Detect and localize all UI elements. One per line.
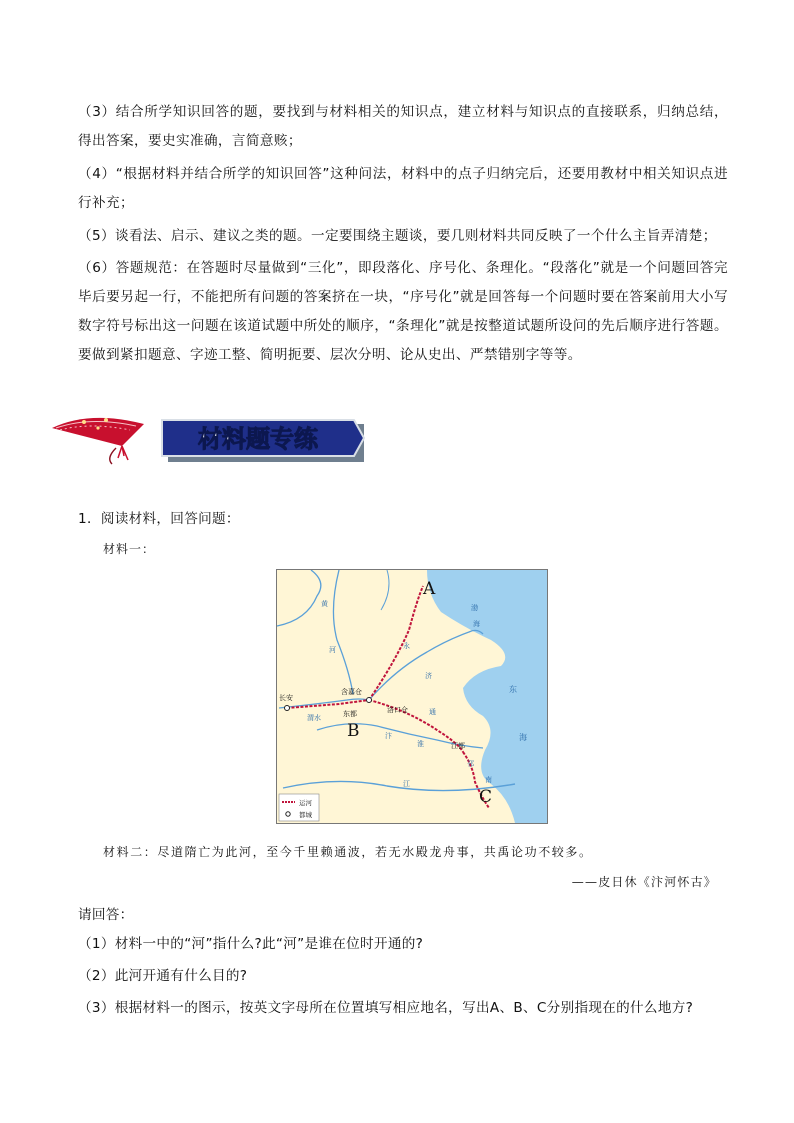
label-han: 邗 [467, 760, 474, 768]
label-huanghe-2: 河 [329, 646, 336, 654]
label-tong: 通 [429, 708, 436, 716]
tip-paragraph-5: （5）谈看法、启示、建议之类的题。一定要围绕主题谈，要几则材料共同反映了一个什么主旨弄清楚； [78, 228, 717, 244]
canal-tongji [369, 700, 463, 752]
label-bohai-1: 渤 [471, 604, 478, 612]
label-huai: 淮 [417, 740, 424, 748]
legend-canal: 运河 [299, 799, 312, 807]
label-changan: 长安 [279, 694, 293, 702]
material-2-text: 材料二：尽道隋亡为此河，至今千里赖通波，若无水殿龙舟事，共禹论功不较多。 [103, 845, 593, 859]
point-c: C [479, 787, 493, 807]
label-luokou: 洛口仓 [387, 706, 408, 714]
canal-yongji [369, 586, 423, 700]
material-1-label: 材料一： [103, 542, 156, 556]
label-bian: 汴 [385, 732, 392, 740]
sea-area [427, 570, 547, 823]
label-hanjia: 含嘉仓 [341, 688, 362, 696]
tip-paragraph-4: （4）“根据材料并结合所学的知识回答”这种问法，材料中的点子归纳完后，还要用教材中相关知识点进行补充； [78, 166, 728, 211]
label-jiangdu: 江都 [451, 742, 465, 750]
label-yong: 永 [403, 642, 410, 650]
section-banner [46, 408, 376, 468]
label-bohai-2: 海 [473, 620, 480, 628]
label-ji: 济 [425, 672, 432, 680]
point-a: A [423, 579, 436, 599]
canal-map [276, 569, 548, 824]
legend-capital: 都城 [299, 811, 312, 819]
fan-icon [52, 418, 144, 464]
label-nan: 南 [485, 776, 492, 784]
label-donghai-2: 海 [519, 733, 527, 742]
label-donghai-1: 东 [509, 685, 517, 694]
river-upper [277, 570, 321, 626]
question-item-3: （3）根据材料一的图示，按英文字母所在位置填写相应地名，写出A、B、C分别指现在的什么地方? [78, 1000, 694, 1016]
river-small [381, 570, 389, 610]
label-weishui: 渭水 [307, 714, 321, 722]
question-item-2: （2）此河开通有什么目的? [78, 968, 248, 984]
dongdu-city-icon [367, 698, 372, 703]
label-jiang: 江 [403, 780, 410, 788]
question-item-1: （1）材料一中的“河”指什么?此“河”是谁在位时开通的? [78, 936, 424, 952]
tip-paragraph-6: （6）答题规范：在答题时尽量做到“三化”，即段落化、序号化、条理化。“段落化”就是一个问题回答完毕后要另起一行，不能把所有问题的答案挤在一块，“序号化”就是回答每一个问题时要在答案前用大小写数字符号标出这一问题在该道试题中所处的顺序，“条理化”就是按整道试题所设问的先后顺序进行答题。要做到紧扣题意、字迹工整、简明扼要、层次分明、论从史出、严禁错别字等等。 [78, 260, 728, 363]
canal-guangtong [287, 700, 369, 708]
map-legend [279, 794, 319, 821]
tip-paragraph-3: （3）结合所学知识回答的题，要找到与材料相关的知识点，建立材料与知识点的直接联系，归纳总结，得出答案，要史实准确，言简意赅； [78, 104, 728, 149]
material-2-source: ——皮日休《汴河怀古》 [571, 875, 717, 889]
section-title: 材料题专练 [198, 425, 318, 453]
answer-prompt: 请回答： [78, 907, 134, 923]
label-huanghe-1: 黄 [321, 600, 328, 608]
label-dongdu: 东都 [343, 710, 357, 718]
question-stem: 1．阅读材料，回答问题： [78, 511, 240, 527]
river-huanghe-north [333, 570, 353, 694]
changan-city-icon [285, 706, 290, 711]
point-b: B [347, 721, 360, 741]
